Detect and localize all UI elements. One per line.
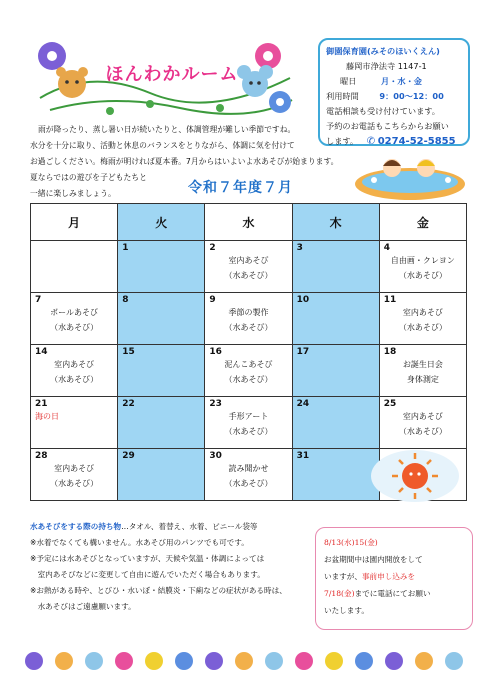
calendar-week-row <box>31 293 467 345</box>
animal-face-icon <box>415 652 433 670</box>
animal-face-icon <box>235 652 253 670</box>
flower-icon <box>325 652 343 670</box>
info-line: 予約のお電話もこちらからお願い <box>326 121 449 131</box>
event-label: （水あそび） <box>398 323 447 332</box>
calendar-day-cell <box>118 449 205 501</box>
phone-number[interactable]: 0274-52-5855 <box>377 136 456 147</box>
bear-icon <box>56 67 88 98</box>
calendar-day-cell <box>292 345 379 397</box>
notes-items: …タオル、着替え、水着、ビニール袋等 <box>121 522 258 531</box>
event-label: （水あそび） <box>398 271 447 280</box>
flower-icon <box>85 652 103 670</box>
calendar-day-cell <box>118 397 205 449</box>
morning-glory-icon <box>38 42 66 70</box>
child-icon <box>417 159 435 177</box>
calendar-day-cell <box>31 293 118 345</box>
calendar-week-row <box>31 397 467 449</box>
calendar-day-cell <box>292 449 379 501</box>
day-number: 21 <box>35 399 48 409</box>
notice-deadline: 7/18(金) <box>324 589 355 598</box>
day-number: 16 <box>209 347 222 357</box>
calendar-day-cell <box>31 449 118 501</box>
note-line: ※お熱がある時や、とびひ・水いぼ・結膜炎・下痢などの症状がある時は、 <box>30 586 287 595</box>
note-line: ※予定には水あそびとなっていますが、天候や気温・体調によっては <box>30 554 265 563</box>
hours-label: 利用時間 <box>326 91 359 101</box>
flower-icon <box>25 652 43 670</box>
belongings-notes <box>30 519 330 615</box>
notice-date: 8/13(水)15(金) <box>324 538 378 547</box>
day-number: 9 <box>209 295 216 305</box>
event-label: 泥んこあそび <box>224 360 273 369</box>
day-number: 11 <box>383 295 397 305</box>
event-label: （水あそび） <box>50 375 99 384</box>
weekday-header: 火 <box>118 204 205 241</box>
sun-icon <box>370 449 460 503</box>
flower-icon <box>445 652 463 670</box>
phone-row <box>326 134 462 149</box>
flower-icon <box>265 652 283 670</box>
event-label: 手形アート <box>228 412 269 421</box>
days-value: 月・水・金 <box>381 76 422 86</box>
calendar-day-cell <box>31 241 118 293</box>
obon-notice-box <box>315 527 473 630</box>
day-number: 4 <box>383 243 391 253</box>
child-icon <box>383 159 401 177</box>
event-label: 季節の製作 <box>228 308 269 317</box>
calendar-day-cell <box>379 241 466 293</box>
event-label: お誕生日会 <box>402 360 443 369</box>
calendar-day-cell <box>379 345 466 397</box>
intro-line: 雨が降ったり、蒸し暑い日が続いたりと、体調管理が難しい季節ですね。 <box>38 125 296 134</box>
calendar-day-cell <box>31 397 118 449</box>
day-number: 24 <box>296 399 310 409</box>
nursery-info-box <box>318 38 470 146</box>
weekday-header: 金 <box>379 204 466 241</box>
event-label: ボールあそび <box>50 308 99 317</box>
day-number: 30 <box>209 451 222 461</box>
event-label: （水あそび） <box>50 479 99 488</box>
calendar-day-cell <box>205 293 292 345</box>
notice-emphasis: 事前申し込みを <box>361 572 416 581</box>
event-label: 自由画・クレヨン <box>390 256 455 265</box>
notice-line: までに電話にてお願い <box>354 589 431 598</box>
calendar-day-cell <box>292 293 379 345</box>
calendar-day-cell <box>379 293 466 345</box>
info-line: します。 <box>326 136 359 146</box>
day-number: 22 <box>122 399 135 409</box>
morning-glory-icon <box>269 91 291 113</box>
event-label: （水あそび） <box>224 375 273 384</box>
calendar-day-cell <box>379 397 466 449</box>
calendar-day-cell <box>205 449 292 501</box>
day-number: 10 <box>296 295 310 305</box>
info-line: 電話相談も受け付けています。 <box>326 106 440 116</box>
event-label: （水あそび） <box>224 271 273 280</box>
event-label: （水あそび） <box>224 323 273 332</box>
intro-line: 一緒に楽しみましょう。 <box>30 189 116 198</box>
notice-line: いますが、 <box>324 572 362 581</box>
flower-icon <box>145 652 163 670</box>
flower-icon <box>385 652 403 670</box>
note-line: 水あそびはご遠慮願います。 <box>30 602 136 611</box>
notes-heading: 水あそびをする際の持ち物 <box>30 522 122 531</box>
event-label: 身体測定 <box>406 375 439 384</box>
event-label: （水あそび） <box>224 427 273 436</box>
animal-face-icon <box>55 652 73 670</box>
hours-value: 9：00～12：00 <box>379 91 444 101</box>
animal-face-icon <box>115 652 133 670</box>
notice-line: いたします。 <box>324 606 369 615</box>
day-number: 2 <box>209 243 216 253</box>
calendar-day-cell <box>205 241 292 293</box>
day-number: 7 <box>35 295 42 305</box>
day-number: 14 <box>35 347 48 357</box>
day-number: 29 <box>122 451 135 461</box>
day-number: 28 <box>35 451 48 461</box>
nursery-name: 御園保育園(みそのほいくえん) <box>326 46 440 56</box>
animal-face-icon <box>355 652 373 670</box>
phone-icon: ✆ <box>366 136 376 147</box>
event-label: 室内あそび <box>54 360 95 369</box>
days-row <box>326 74 462 89</box>
calendar-header-row <box>31 204 467 241</box>
note-line: 室内あそびなどに変更して自由に遊んでいただく場合もあります。 <box>30 570 265 579</box>
address: 藤岡市浄法寺 1147-1 <box>346 61 427 71</box>
day-number: 23 <box>209 399 222 409</box>
event-label: 室内あそび <box>402 308 443 317</box>
weekday-header: 木 <box>292 204 379 241</box>
event-label: 室内あそび <box>54 464 95 473</box>
calendar-day-cell <box>118 345 205 397</box>
days-label: 曜日 <box>340 76 357 86</box>
calendar-week-row <box>31 345 467 397</box>
morning-glory-icon <box>255 43 281 69</box>
calendar-day-cell <box>31 345 118 397</box>
animal-face-icon <box>295 652 313 670</box>
calendar-day-cell <box>292 241 379 293</box>
day-number: 15 <box>122 347 135 357</box>
flower-icon <box>205 652 223 670</box>
intro-line: 水分を十分に取り、活動と休息のバランスをとりながら、体調に気を付けて <box>30 141 295 150</box>
event-label: （水あそび） <box>50 323 99 332</box>
intro-line: 夏ならではの遊びを子どもたちと <box>30 173 147 182</box>
day-number: 25 <box>383 399 397 409</box>
hours-row <box>326 89 462 104</box>
day-number: 8 <box>122 295 129 305</box>
calendar-day-cell <box>292 397 379 449</box>
day-number: 1 <box>122 243 129 253</box>
event-label: （水あそび） <box>398 427 447 436</box>
day-number: 18 <box>383 347 397 357</box>
event-label: 室内あそび <box>402 412 443 421</box>
month-title: 令和７年度７月 <box>188 180 293 196</box>
note-line: ※水着でなくても構いません。水あそび用のパンツでも可です。 <box>30 538 249 547</box>
calendar-week-row <box>31 241 467 293</box>
pool-illustration <box>352 150 468 202</box>
footer-decoration <box>20 647 475 675</box>
intro-line: お過ごしください。梅雨が明ければ夏本番。7月からはいよいよ水あそびが始まります。 <box>30 157 339 166</box>
event-label: （水あそび） <box>224 479 273 488</box>
event-label: 読み聞かせ <box>228 464 269 473</box>
holiday-label: 海の日 <box>35 412 59 421</box>
calendar-day-cell <box>205 345 292 397</box>
day-number: 31 <box>296 451 310 461</box>
calendar-day-cell <box>118 293 205 345</box>
day-number: 3 <box>296 243 303 253</box>
notice-line: お盆期間中は園内開放をして <box>324 555 423 564</box>
animal-face-icon <box>175 652 193 670</box>
page-title: ほんわかルーム <box>105 64 239 85</box>
weekday-header: 月 <box>31 204 118 241</box>
event-label: 室内あそび <box>228 256 269 265</box>
calendar-day-cell <box>205 397 292 449</box>
day-number: 17 <box>296 347 310 357</box>
weekday-header: 水 <box>205 204 292 241</box>
calendar-day-cell <box>118 241 205 293</box>
